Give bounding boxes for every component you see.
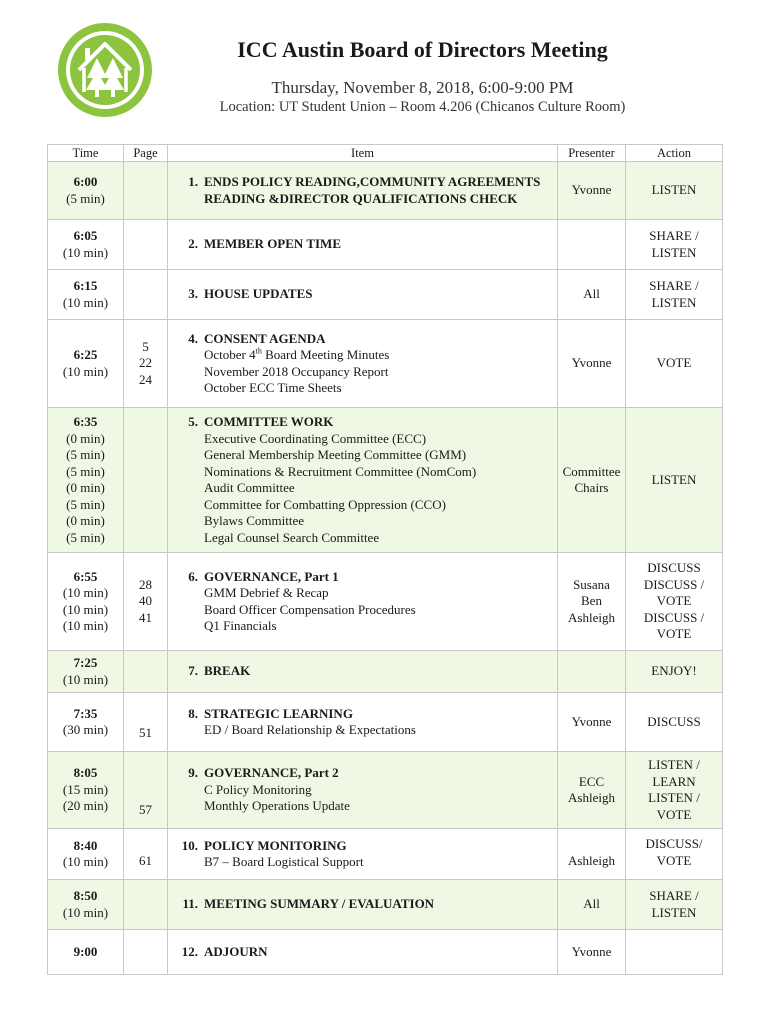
presenter-name: Ben (581, 593, 602, 609)
action-cell (626, 162, 723, 220)
page-cell (124, 930, 168, 975)
item-title: COMMITTEE WORK (204, 414, 334, 429)
presenter-cell (558, 270, 626, 320)
item-number: 10. (181, 837, 198, 853)
page-cell (124, 320, 168, 408)
duration: (10 min) (62, 854, 109, 869)
table-row (48, 752, 723, 829)
action-label: DISCUSS/ VOTE (645, 836, 703, 868)
duration: (10 min) (62, 244, 109, 260)
item-number: 7. (188, 663, 198, 679)
item-number: 5. (188, 414, 198, 429)
sub-item: GMM Debrief & Recap (204, 585, 329, 600)
presenter-name: Yvonne (571, 355, 612, 371)
sub-item: General Membership Meeting Committee (GMM) (204, 447, 467, 462)
duration: (10 min) (62, 601, 109, 617)
meeting-location: Location: UT Student Union – Room 4.206 (Chicanos Culture Room) (219, 99, 626, 115)
sub-item: November 2018 Occupancy Report (204, 363, 389, 379)
presenter-cell (558, 693, 626, 752)
start-time: 8:50 (73, 888, 98, 903)
duration: (10 min) (62, 904, 109, 920)
start-time: 6:35 (73, 414, 98, 429)
presenter-cell (558, 880, 626, 930)
start-time: 6:05 (73, 228, 98, 243)
time-cell (48, 930, 124, 975)
time-cell (48, 693, 124, 752)
sub-item: ED / Board Relationship & Expectations (204, 722, 416, 737)
sub-item: Legal Counsel Search Committee (204, 529, 380, 545)
item-number: 3. (188, 286, 198, 302)
time-cell (48, 220, 124, 270)
item-cell (168, 220, 558, 270)
presenter-cell (558, 651, 626, 693)
page-number: 22 (139, 355, 152, 371)
duration: (10 min) (62, 671, 109, 687)
action-label: DISCUSS (647, 713, 701, 729)
item-title: MEMBER OPEN TIME (204, 236, 341, 252)
time-cell (48, 162, 124, 220)
page-title: ICC Austin Board of Directors Meeting (237, 37, 608, 62)
page-cell (124, 220, 168, 270)
time-cell (48, 408, 124, 553)
item-title: BREAK (204, 663, 251, 679)
item-number: 1. (188, 174, 198, 189)
sub-item: October 4th Board Meeting Minutes (204, 346, 390, 362)
time-cell (48, 270, 124, 320)
duration: (0 min) (66, 480, 105, 495)
action-label: LISTEN (651, 182, 697, 198)
item-title: GOVERNANCE, Part 1 (204, 568, 339, 584)
item-cell (168, 752, 558, 829)
page-number: 41 (139, 609, 152, 625)
page-number: 28 (139, 576, 152, 592)
action-label: LISTEN (651, 471, 697, 487)
start-time: 8:05 (73, 765, 98, 781)
action-label: DISCUSS / VOTE (643, 576, 705, 609)
start-time: 6:15 (73, 278, 98, 293)
duration: (5 min) (66, 529, 105, 545)
action-label: VOTE (656, 355, 692, 371)
agenda-table (47, 144, 723, 975)
item-cell (168, 880, 558, 930)
presenter-cell (558, 320, 626, 408)
duration: (10 min) (62, 363, 109, 379)
time-cell (48, 752, 124, 829)
duration: (5 min) (66, 463, 105, 479)
table-row (48, 651, 723, 693)
duration: (10 min) (62, 618, 109, 633)
presenter-cell (558, 553, 626, 651)
ordinal-suffix: th (255, 346, 262, 356)
page-number: 24 (139, 371, 152, 387)
time-cell (48, 829, 124, 880)
item-cell (168, 829, 558, 880)
action-cell (626, 752, 723, 829)
sub-item: Nominations & Recruitment Committee (NomCom) (204, 463, 477, 479)
start-time: 6:00 (73, 174, 98, 189)
presenter-cell (558, 930, 626, 975)
time-cell (48, 320, 124, 408)
table-row (48, 162, 723, 220)
action-label: SHARE / LISTEN (649, 278, 699, 310)
item-cell (168, 162, 558, 220)
action-label: SHARE / LISTEN (649, 888, 699, 920)
presenter-name: Chairs (574, 480, 609, 495)
table-row (48, 693, 723, 752)
sub-item: Executive Coordinating Committee (ECC) (204, 430, 427, 446)
presenter-name: ECC (578, 773, 605, 789)
column-header-page: Page (124, 145, 168, 162)
action-cell (626, 693, 723, 752)
action-label: DISCUSS (647, 560, 701, 576)
action-cell (626, 320, 723, 408)
presenter-name: Ashleigh (568, 609, 615, 625)
page-cell (124, 829, 168, 880)
presenter-name: All (583, 286, 600, 302)
table-row (48, 220, 723, 270)
sub-item: Monthly Operations Update (204, 798, 350, 814)
item-number: 6. (188, 568, 198, 584)
action-cell (626, 930, 723, 975)
presenter-name: Ashleigh (568, 852, 615, 868)
page-number: 51 (139, 724, 152, 740)
action-label: LISTEN / VOTE (648, 790, 700, 822)
action-cell (626, 220, 723, 270)
item-title: HOUSE UPDATES (204, 286, 313, 302)
item-cell (168, 408, 558, 553)
duration: (5 min) (66, 190, 105, 206)
action-cell (626, 651, 723, 693)
table-row (48, 320, 723, 408)
table-row (48, 930, 723, 975)
duration: (10 min) (62, 585, 109, 600)
presenter-cell (558, 829, 626, 880)
page-number: 57 (139, 801, 152, 817)
presenter-cell (558, 408, 626, 553)
start-time: 7:35 (73, 705, 98, 721)
page-cell (124, 553, 168, 651)
item-number: 12. (181, 943, 198, 959)
presenter-cell (558, 162, 626, 220)
duration: (0 min) (66, 430, 105, 446)
action-cell (626, 408, 723, 553)
duration: (20 min) (62, 798, 109, 814)
page-number: 40 (139, 593, 152, 609)
time-cell (48, 651, 124, 693)
item-title: ADJOURN (204, 943, 268, 959)
item-cell (168, 693, 558, 752)
start-time: 6:25 (73, 347, 98, 362)
page-cell (124, 752, 168, 829)
time-cell (48, 880, 124, 930)
presenter-cell (558, 752, 626, 829)
duration: (15 min) (62, 781, 109, 797)
column-header-presenter: Presenter (558, 145, 626, 162)
presenter-name: Committee (562, 463, 621, 479)
duration: (5 min) (66, 496, 105, 512)
column-header-item: Item (168, 145, 558, 162)
sub-item: Committee for Combatting Oppression (CCO) (204, 496, 446, 512)
item-cell (168, 320, 558, 408)
item-title: DIRECTOR QUALIFICATIONS CHECK (279, 190, 518, 206)
page-cell (124, 270, 168, 320)
item-cell (168, 553, 558, 651)
item-title: MEETING SUMMARY / EVALUATION (204, 896, 435, 912)
item-title: ENDS POLICY READING, (204, 174, 360, 189)
duration: (0 min) (66, 513, 105, 528)
item-title: GOVERNANCE, Part 2 (204, 765, 339, 781)
item-number: 8. (188, 705, 198, 721)
start-time: 7:25 (73, 655, 98, 670)
start-time: 8:40 (73, 837, 98, 853)
presenter-name: Yvonne (571, 182, 612, 198)
presenter-name: Yvonne (571, 943, 612, 959)
table-row (48, 880, 723, 930)
time-cell (48, 553, 124, 651)
page-cell (124, 651, 168, 693)
sub-item: B7 – Board Logistical Support (204, 854, 364, 869)
sub-item: Board Officer Compensation Procedures (204, 601, 416, 617)
item-title: CONSENT AGENDA (204, 330, 326, 346)
table-row (48, 270, 723, 320)
house-trees-logo-icon (57, 22, 153, 118)
action-cell (626, 880, 723, 930)
item-number: 4. (188, 330, 198, 346)
presenter-name: Susana (573, 576, 610, 592)
item-cell (168, 270, 558, 320)
start-time: 9:00 (73, 943, 98, 959)
table-row (48, 829, 723, 880)
action-label: LISTEN / LEARN (648, 757, 700, 789)
item-title: POLICY MONITORING (204, 837, 347, 853)
duration: (30 min) (62, 722, 109, 737)
sub-item: October ECC Time Sheets (204, 380, 342, 395)
meeting-datetime: Thursday, November 8, 2018, 6:00-9:00 PM (271, 78, 574, 97)
action-label: DISCUSS / VOTE (643, 609, 705, 642)
page-cell (124, 408, 168, 553)
duration: (10 min) (62, 294, 109, 310)
action-cell (626, 829, 723, 880)
duration: (5 min) (66, 447, 105, 462)
column-header-action: Action (626, 145, 723, 162)
item-number: 2. (188, 236, 198, 252)
presenter-name: All (583, 896, 600, 912)
agenda-header-row (48, 145, 723, 162)
sub-item: C Policy Monitoring (204, 781, 312, 797)
presenter-name: Ashleigh (568, 790, 615, 805)
presenter-cell (558, 220, 626, 270)
action-label: SHARE / LISTEN (649, 228, 699, 260)
action-cell (626, 270, 723, 320)
page-cell (124, 880, 168, 930)
start-time: 6:55 (73, 568, 98, 584)
table-row (48, 553, 723, 651)
sub-item: Audit Committee (204, 480, 295, 495)
page-cell (124, 162, 168, 220)
presenter-name: Yvonne (571, 713, 612, 729)
sub-item: Q1 Financials (204, 618, 277, 633)
page-number: 5 (142, 338, 149, 354)
page-cell (124, 693, 168, 752)
column-header-time: Time (48, 145, 124, 162)
item-number: 9. (188, 765, 198, 781)
page-number: 61 (139, 852, 152, 868)
action-cell (626, 553, 723, 651)
item-title: COMMUNITY AGREEMENTS READING & (204, 174, 541, 206)
action-label: ENJOY! (651, 663, 697, 679)
sub-item: Bylaws Committee (204, 513, 305, 528)
item-title: STRATEGIC LEARNING (204, 705, 353, 721)
item-cell (168, 651, 558, 693)
item-number: 11. (182, 896, 198, 912)
table-row (48, 408, 723, 553)
item-cell (168, 930, 558, 975)
